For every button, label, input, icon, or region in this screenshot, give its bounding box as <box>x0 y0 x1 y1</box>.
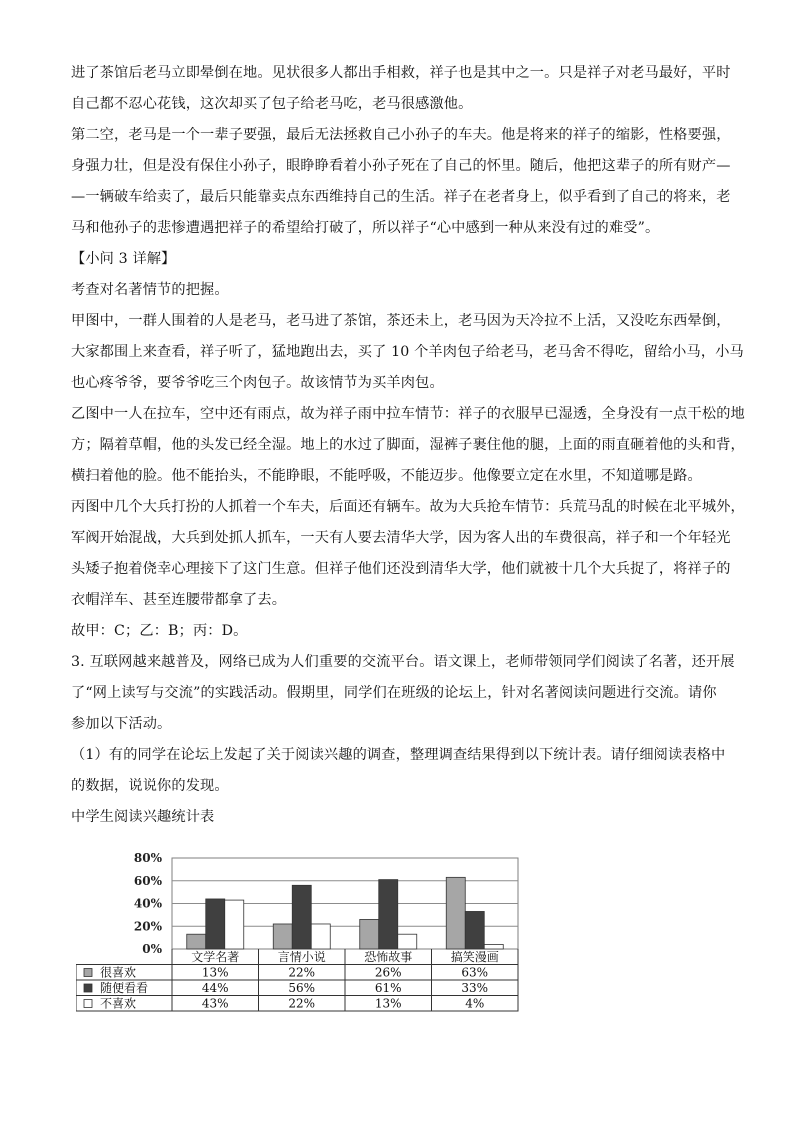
text-line: 丙图中几个大兵打扮的人抓着一个车夫，后面还有辆车。故为大兵抢车情节：兵荒马乱的时候在北平城外， <box>71 499 745 515</box>
chart-caption: 中学生阅读兴趣统计表 <box>71 809 215 825</box>
text-line: 马和他孙子的悲惨遭遇把祥子的希望给打破了，所以祥子“心中感到一种从来没有过的难受”。 <box>71 220 660 236</box>
data-label: 61% <box>374 981 402 995</box>
text-line: 方；隔着草帽，他的头发已经全湿。地上的水过了脚面，湿裤子裹住他的腿，上面的雨直砸着他的头和背， <box>71 437 745 453</box>
y-tick-label: 40% <box>133 896 162 911</box>
bar <box>187 934 206 949</box>
question-line: （1）有的同学在论坛上发起了关于阅读兴趣的调查，整理调查结果得到以下统计表。请仔细阅读表格中 <box>71 747 726 763</box>
bar <box>379 880 398 949</box>
text-line: 进了茶馆后老马立即晕倒在地。见状很多人都出手相救，祥子也是其中之一。只是祥子对老马最好，平时 <box>71 65 731 81</box>
text-line: 身强力壮，但是没有保住小孙子，眼睁睁看着小孙子死在了自己的怀里。随后，他把这辈子的所有财产— <box>71 158 731 174</box>
reading-interest-chart <box>76 848 526 1020</box>
data-label: 43% <box>201 996 229 1011</box>
chart-svg <box>76 848 526 1020</box>
bar <box>311 924 330 949</box>
bar <box>398 934 417 949</box>
legend-label: 不喜欢 <box>100 996 137 1011</box>
text-line: —一辆破车给卖了，最后只能靠卖点东西维持自己的生活。祥子在老者身上，似乎看到了自己的将来，老 <box>71 189 731 205</box>
y-tick-label: 60% <box>133 873 162 888</box>
bar <box>465 911 484 949</box>
data-label: 22% <box>288 965 316 980</box>
text-line: 考查对名著情节的把握。 <box>71 282 229 298</box>
data-label: 4% <box>465 996 485 1011</box>
text-line: 军阀开始混战，大兵到处抓人抓车，一天有人要去清华大学，因为客人出的车费很高，祥子和一个年轻光 <box>71 530 731 546</box>
legend-label: 随便看看 <box>100 981 149 995</box>
category-label: 文学名著 <box>191 950 240 964</box>
legend-swatch <box>84 1000 92 1008</box>
category-label: 恐怖故事 <box>364 950 413 964</box>
bar <box>206 899 225 949</box>
category-label: 言情小说 <box>277 950 326 964</box>
text-line: 甲图中，一群人围着的人是老马，老马进了茶馆，茶还未上，老马因为天冷拉不上活，又没吃东西晕倒， <box>71 313 731 329</box>
data-label: 56% <box>288 981 316 995</box>
y-tick-label: 20% <box>133 919 162 934</box>
data-label: 33% <box>461 981 489 995</box>
question-line: 了“网上读写与交流”的实践活动。假期里，同学们在班级的论坛上，针对名著阅读问题进行交流。请你 <box>71 685 717 701</box>
bar <box>225 900 244 949</box>
bar <box>273 924 292 949</box>
bar <box>360 919 379 949</box>
text-line: 头矮子抱着侥幸心理接下了这门生意。但祥子他们还没到清华大学，他们就被十几个大兵捉了，将祥子的 <box>71 561 731 577</box>
document-body <box>71 58 745 833</box>
y-tick-label: 80% <box>133 851 162 865</box>
text-line: 也心疼爷爷，要爷爷吃三个肉包子。故该情节为买羊肉包。 <box>71 375 444 391</box>
legend-label: 很喜欢 <box>100 965 137 980</box>
data-label: 13% <box>374 996 402 1011</box>
question-line: 3. 互联网越来越普及，网络已成为人们重要的交流平台。语文课上，老师带领同学们阅读了名著，还开展 <box>71 654 735 670</box>
data-label: 22% <box>288 996 316 1011</box>
data-label: 63% <box>461 965 489 980</box>
answer-line: 故甲：C；乙：B；丙：D。 <box>71 623 248 639</box>
legend-swatch <box>84 969 92 977</box>
data-label: 26% <box>374 965 402 980</box>
question-line: 的数据，说说你的发现。 <box>71 778 229 794</box>
text-line: 大家都围上来查看，祥子听了，猛地跑出去，买了 10 个羊肉包子给老马，老马舍不得吃，留给小马，小马 <box>71 344 744 360</box>
y-tick-label: 0% <box>142 942 162 956</box>
data-label: 44% <box>201 981 229 995</box>
bar <box>292 885 311 949</box>
question-line: 参加以下活动。 <box>71 716 172 732</box>
text-line: 乙图中一人在拉车，空中还有雨点，故为祥子雨中拉车情节：祥子的衣服早已湿透，全身没有一点干松的地 <box>71 406 745 422</box>
legend-swatch <box>84 984 92 992</box>
text-line: 第二空，老马是一个一辈子要强，最后无法拯救自己小孙子的车夫。他是将来的祥子的缩影，性格要强， <box>71 127 731 143</box>
text-line: 横扫着他的脸。他不能抬头，不能睁眼，不能呼吸，不能迈步。他像要立定在水里，不知道哪是路。 <box>71 468 702 484</box>
text-line: 衣帽洋车、甚至连腰带都拿了去。 <box>71 592 287 608</box>
data-label: 13% <box>201 965 229 980</box>
text-line: 自己都不忍心花钱，这次却买了包子给老马吃，老马很感激他。 <box>71 96 473 112</box>
bar <box>446 877 465 949</box>
section-heading: 【小问 3 详解】 <box>71 251 176 267</box>
category-label: 搞笑漫画 <box>450 950 499 964</box>
bar <box>484 944 503 949</box>
